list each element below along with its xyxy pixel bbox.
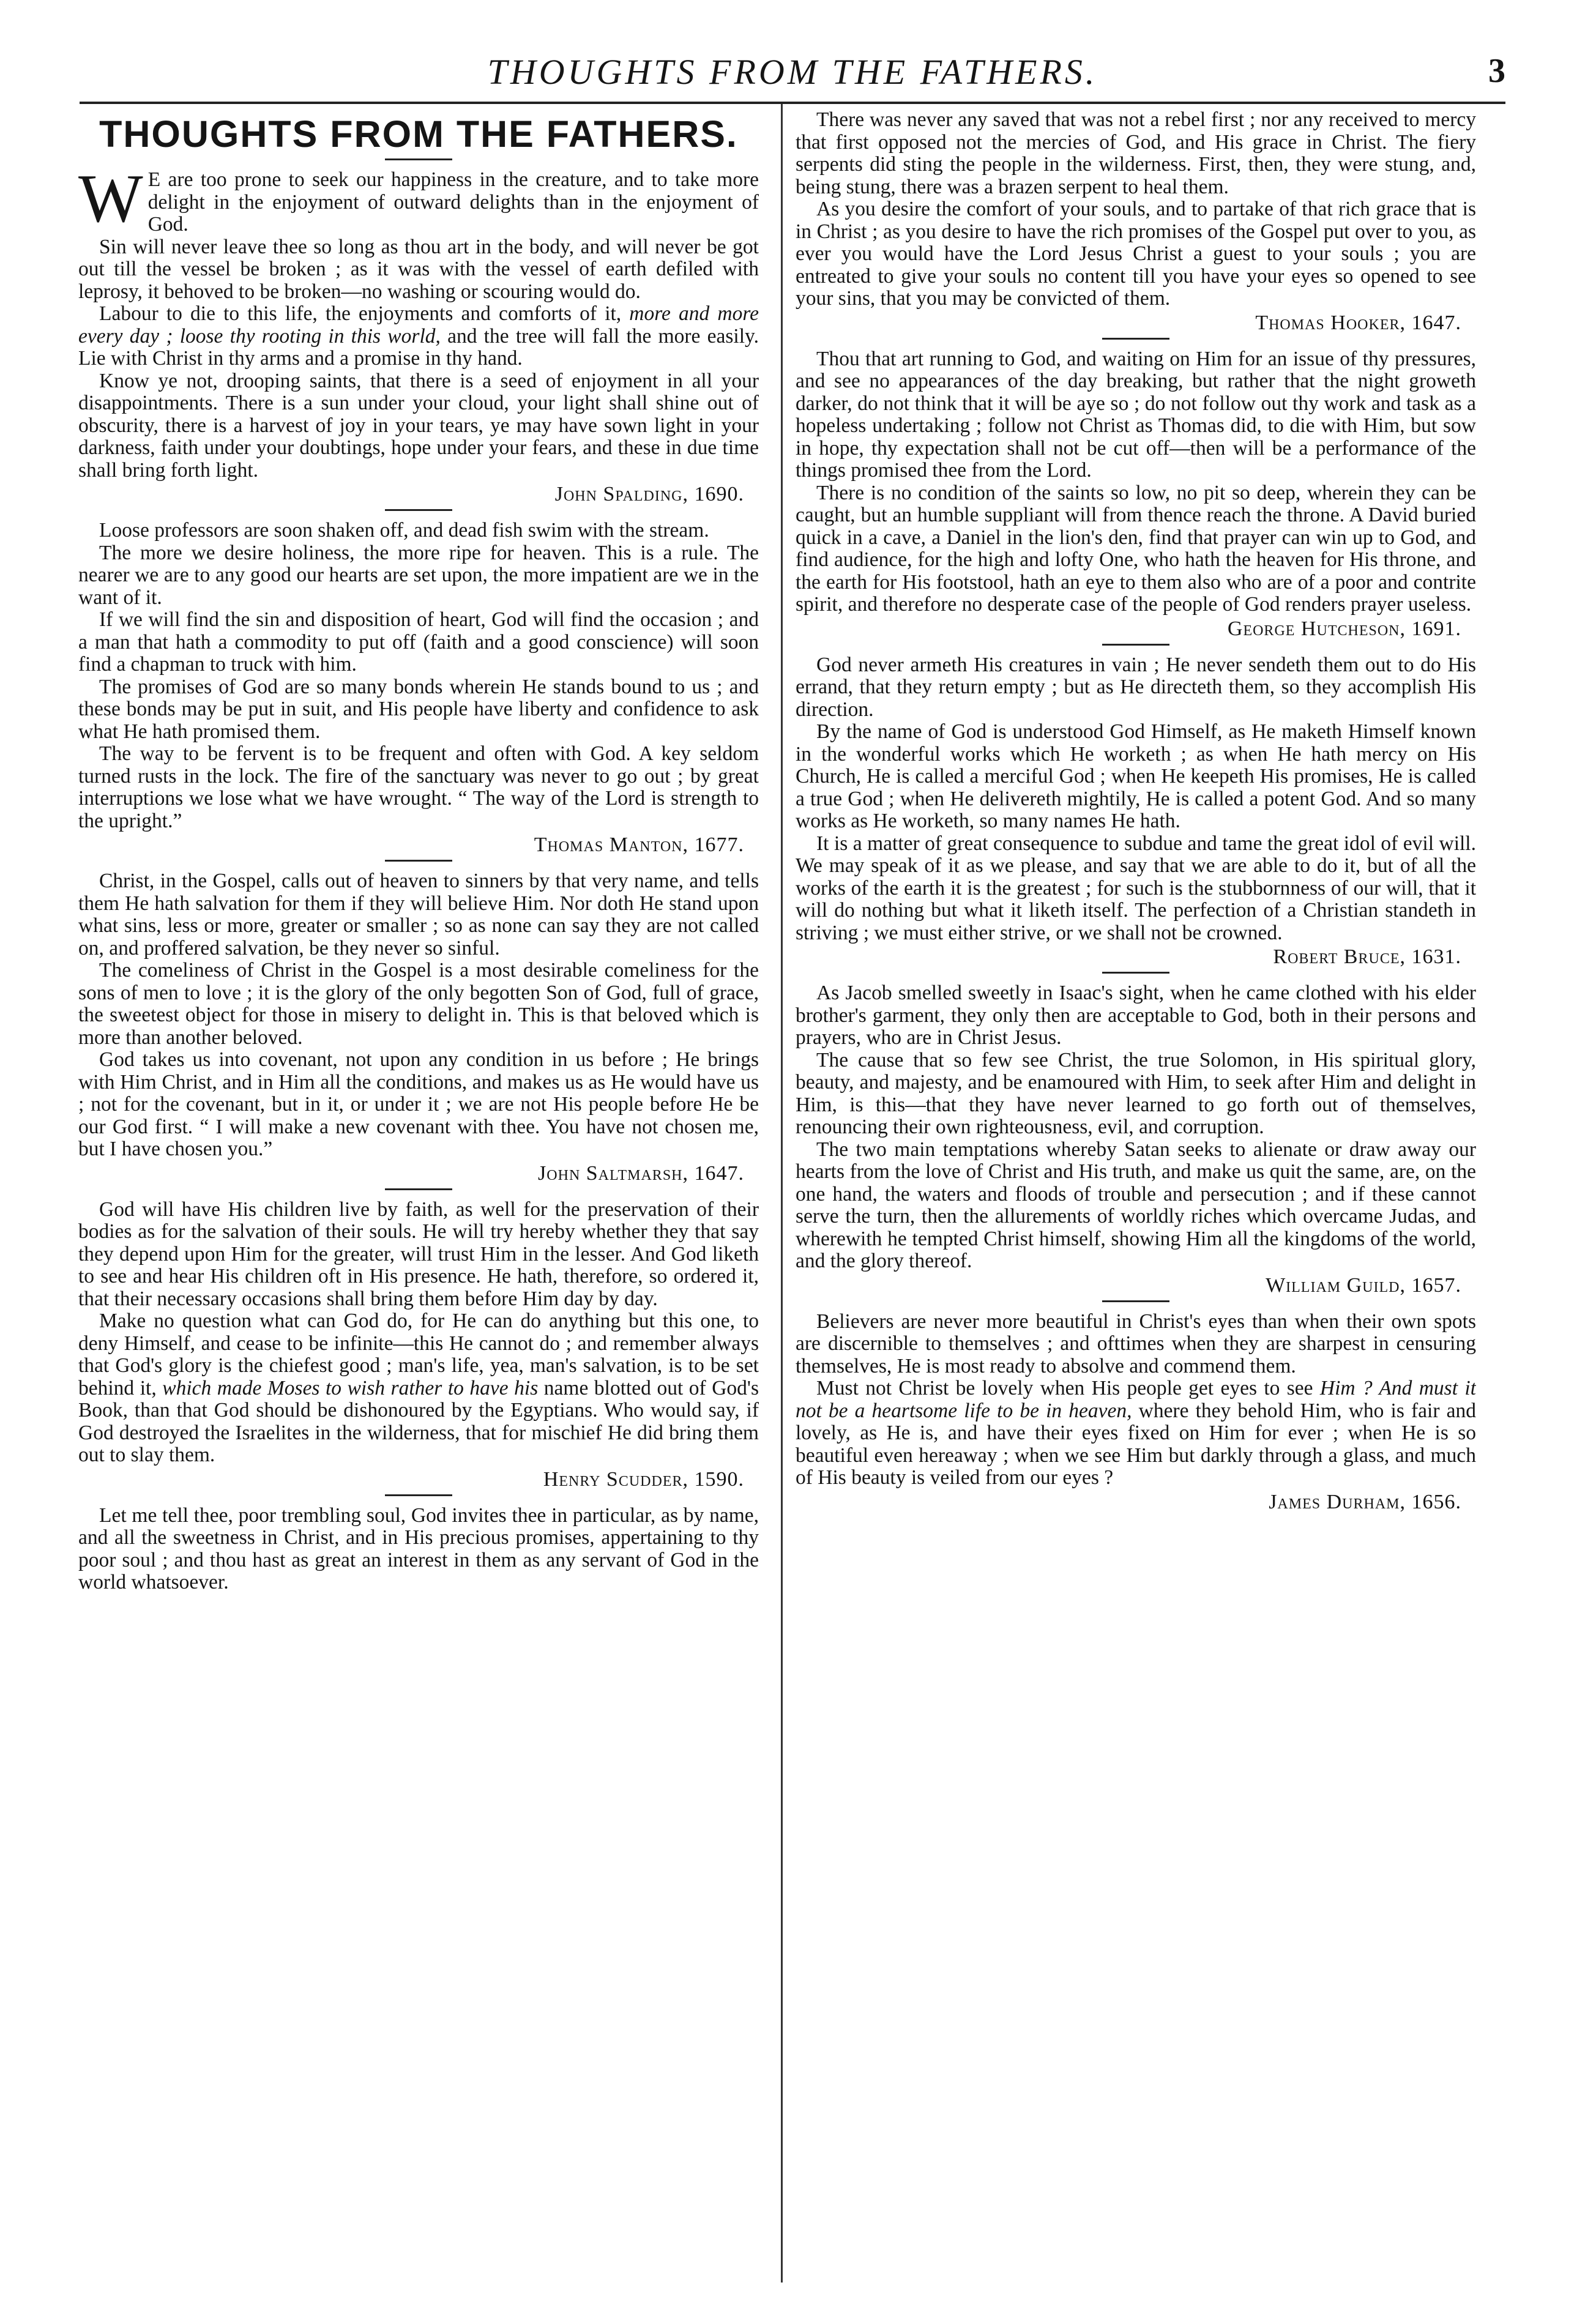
paragraph: By the name of God is understood God Himself, as He maketh Himself known in the wonderful works which He worketh ; as when He hath mercy on His Church, He is called a merciful God ; when He keepeth His promises, He is called a true God ; when He delivereth mightily, He is called a potent God. And so many works as He worketh, so many names He hath. [796,720,1476,833]
attribution: Thomas Manton, 1677. [534,833,744,857]
paragraph: Loose professors are soon shaken off, and dead fish swim with the stream. [99,519,709,542]
paragraph: Sin will never leave thee so long as thou art in the body, and will never be got out till the vessel be broken ; as it was with the vessel of earth defiled with leprosy, it behoved to be broken—no washing or scouring would do. [78,235,759,303]
paragraph: The comeliness of Christ in the Gospel is a most desirable comeliness for the sons of men to love ; it is the glory of the only begotten Son of God, full of grace, the sweetest object for those in misery to delight in. This is that beloved which is more than another beloved. [78,959,759,1049]
paragraph-text: Labour to die to this life, the enjoyments and comforts of it, [99,302,630,326]
section-rule [1102,1300,1169,1302]
paragraph: If we will find the sin and disposition of heart, God will find the occasion ; and a man that hath a commodity to put off (faith and a good conscience) will soon find a chapman to truck with him. [78,608,759,676]
paragraph: As you desire the comfort of your souls, and to partake of that rich grace that is in Christ ; as you desire to have the rich promises of the Gospel put over to you, as ever you would have the Lord Jesus Christ a guest to your souls ; you are entreated to give your souls no content till you have your eyes so opened to see your sins, that you may be convicted of them. [796,198,1476,310]
drop-cap: W [78,161,143,237]
column-divider [781,104,783,2283]
spalding-excerpt [78,161,759,506]
durham-excerpt [796,1311,1476,1513]
bruce-excerpt [796,654,1476,969]
paragraph-text: and the tree will fall the more easily. Lie with Christ in thy arms and a promise in thy hand. [78,324,759,370]
hutcheson-excerpt [796,348,1476,640]
manton-excerpt [78,520,759,856]
attribution: John Saltmarsh, 1647. [538,1161,744,1185]
paragraph: God takes us into covenant, not upon any condition in us before ; He brings with Him Christ, and in Him all the conditions, and makes us as He would have us ; not for the covenant, but in it, or under it ; we are not His people before He be our God first. “ I will make a new covenant with thee. You have not chosen me, but I have chosen you.” [78,1048,759,1161]
page-number: 3 [1488,52,1505,90]
paragraph: The way to be fervent is to be frequent and often with God. A key seldom turned rusts in the lock. The fire of the sanctuary was never to go out ; by great interruptions we lose what we have wrought. “ The way of the Lord is strength to the upright.” [78,742,759,832]
italic-text: more and more every day ; loose thy rooting in this world, [78,302,759,348]
paragraph [796,1377,1476,1489]
section-rule [385,1188,452,1190]
paragraph [78,303,759,370]
italic-text: which made Moses to wish rather to have his [162,1376,539,1399]
paragraph: Know ye not, drooping saints, that there is a seed of enjoyment in all your disappointments. There is a sun under your cloud, your light shall shine out of obscurity, there is a harvest of joy in your tears, ye may have sown light in your darkness, faith under your doubtings, hope under your fears, and these in due time shall bring forth light. [78,369,759,482]
paragraph-text: Must not Christ be lovely when His people get eyes to see [816,1377,1320,1400]
paragraph: God never armeth His creatures in vain ; He never sendeth them out to do His errand, that they return empty ; but as He directeth them, so they accomplish His direction. [796,653,1476,721]
header-rule [80,102,1505,104]
paragraph: Thou that art running to God, and waiting on Him for an issue of thy pressures, and see no appearances of the day breaking, but rather that the night groweth darker, do not think that it will be aye so ; do not follow out thy work and task as a hopeless undertaking ; follow not Christ as Thomas did, to die with Him, but sow in hope, thy expectation shall not be cut off—then will be a performance of the things promised thee from the Lord. [796,347,1476,482]
paragraph: Believers are never more beautiful in Christ's eyes than when their own spots are discernible to themselves ; and ofttimes when they are sharpest in censuring themselves, He is most ready to absolve and commend them. [796,1310,1476,1377]
left-column [78,109,759,2275]
attribution: Robert Bruce, 1631. [1273,945,1461,969]
attribution: James Durham, 1656. [1269,1490,1461,1513]
paragraph-text: name blotted out of God's Book, than that God should be dishonoured by the Egyptians. Who would say, if God destroyed the Israelites in the wilderness, that for mischief He did bring them out to slay them. [78,1376,759,1467]
running-title: THOUGHTS FROM THE FATHERS. [487,52,1098,92]
attribution: George Hutcheson, 1691. [1227,617,1461,640]
section-rule [385,860,452,862]
section-rule [1102,644,1169,646]
guild-excerpt [796,982,1476,1297]
paragraph: Christ, in the Gospel, calls out of heaven to sinners by that very name, and tells them He hath salvation for them if they will believe Him. Nor doth He stand upon what sins, less or more, greater or smaller ; so as none can say they are not called on, and proffered salvation, be they never so sinful. [78,870,759,960]
paragraph: The cause that so few see Christ, the true Solomon, in His spiritual glory, beauty, and majesty, and be enamoured with Him, to seek after Him and delight in Him, is this—that they have never learned to go forth out of themselves, renouncing their own righteousness, evil, and corruption. [796,1048,1476,1139]
paragraph: Let me tell thee, poor trembling soul, God invites thee in particular, as by name, and all the sweetness in Christ, and in His precious promises, appertaining to thy poor soul ; and thou hast as great an interest in them as any servant of God in the world whatsoever. [78,1504,759,1594]
attribution: William Guild, 1657. [1266,1273,1461,1297]
paragraph: There was never any saved that was not a rebel first ; nor any received to mercy that first opposed not the mercies of God, and His grace in Christ. The fiery serpents did sting the people in the wilderness. First, then, they were stung, and, being stung, there was a brazen serpent to heal them. [796,109,1476,198]
right-column [796,109,1476,2275]
paragraph-text: E are too prone to seek our happiness in the creature, and to take more delight in the enjoyment of outward delights than in the enjoyment of God. [147,168,759,236]
paragraph [78,1310,759,1467]
section-rule [385,509,452,511]
section-rule [1102,338,1169,340]
saltmarsh-excerpt [78,870,759,1185]
paragraph: The two main temptations whereby Satan seeks to alienate or draw away our hearts from the love of Christ and His truth, and make us quit the same, are, on the one hand, the waters and floods of trouble and persecution ; and if these cannot serve the turn, then the allurements of worldly riches which overcame Judas, and wherewith he tempted Christ himself, showing Him all the kingdoms of the world, and the glory thereof. [796,1138,1476,1273]
paragraph-text: Make no question what can God do, for He can do anything but this one, to deny Himself, and cease to be infinite—this He cannot do ; and remember always that God's glory is the chiefest good ; man's life, yea, man's salvation, is to be set behind it, [78,1310,759,1399]
paragraph: It is a matter of great consequence to subdue and tame the great idol of evil will. We may speak of it as we please, and say that we are able to do it, but of all the works of the earth it is the greatest ; for such is the stubbornness of our will, that it will do nothing but what it liketh itself. The perfection of a Christian standeth in striving ; we must either strive, or we shall not be crowned. [796,832,1476,944]
final-excerpt [78,1505,759,1594]
attribution: Thomas Hooker, 1647. [1255,311,1461,334]
section-rule [385,1494,452,1496]
main-title: THOUGHTS FROM THE FATHERS. [99,113,738,155]
italic-text: Him ? And must it not be a heartsome life to be in heaven, [796,1377,1476,1422]
paragraph: The more we desire holiness, the more ripe for heaven. This is a rule. The nearer we are to any good our hearts are set upon, the more impatient are we in the want of it. [78,541,759,609]
title-rule [385,158,452,160]
section-rule [1102,972,1169,974]
paragraph: As Jacob smelled sweetly in Isaac's sight, when he came clothed with his elder brother's garment, they only then are acceptable to God, both in their persons and prayers, who are in Christ Jesus. [796,982,1476,1049]
paragraph: There is no condition of the saints so low, no pit so deep, wherein they can be caught, but an humble suppliant will from thence reach the throne. A David buried quick in a cave, a Daniel in the lion's den, find that prayer can win up to God, and find audience, for the high and lofty One, who hath the heaven for His throne, and the earth for His footstool, hath an eye to them also who are of a poor and contrite spirit, and therefore no desperate case of the people of God renders prayer useless. [796,481,1476,616]
paragraph: The promises of God are so many bonds wherein He stands bound to us ; and these bonds may be put in suit, and His people have liberty and confidence to ask what He hath promised them. [78,675,759,743]
hooker-excerpt [796,109,1476,334]
scudder-excerpt [78,1199,759,1491]
page-header [80,48,1505,103]
paragraph [78,161,759,237]
paragraph-text: where they behold Him, who is fair and lovely, as He is, and have their eyes fixed on Him for ever ; when He is so beautiful even hereaway ; when we see Him but darkly through a glass, and much of His beauty is veiled from our eyes ? [796,1399,1476,1489]
paragraph: God will have His children live by faith, as well for the preservation of their bodies as for the salvation of their souls. He will try hereby whether they that say they depend upon Him for the greater, will trust Him in the lesser. And God liketh to see and hear His children oft in His presence. He hath, therefore, so ordered it, that their necessary occasions shall bring them before Him day by day. [78,1198,759,1310]
attribution: John Spalding, 1690. [554,483,744,506]
attribution: Henry Scudder, 1590. [543,1467,744,1491]
